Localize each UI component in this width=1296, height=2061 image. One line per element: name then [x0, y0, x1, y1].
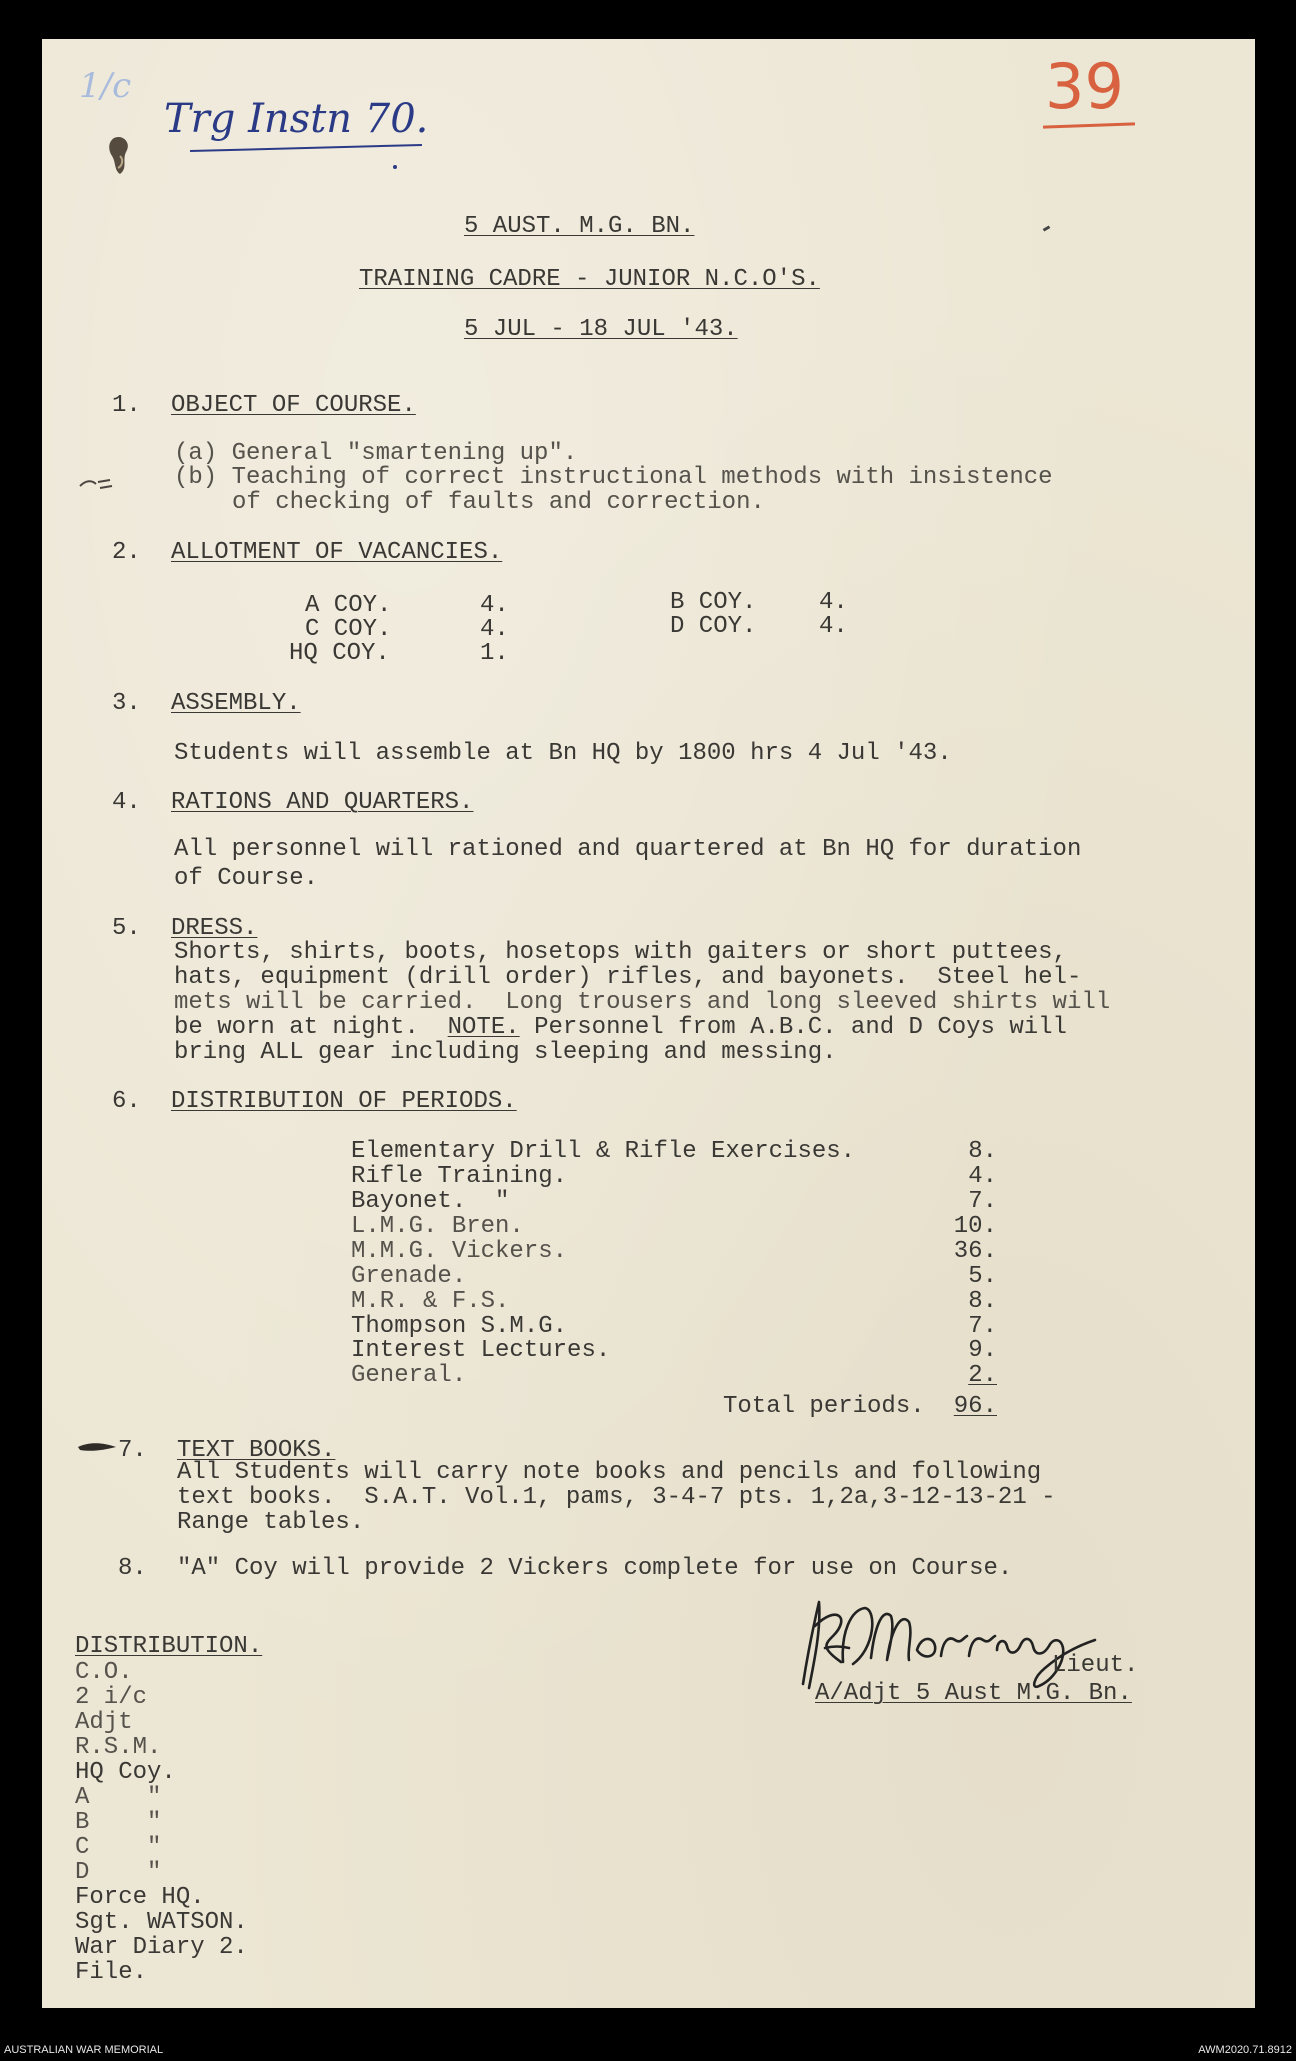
- dress-line-start: be worn at night.: [174, 1014, 448, 1041]
- period-count: 9.: [968, 1337, 997, 1364]
- period-count: 7.: [968, 1188, 997, 1215]
- company-count: 4.: [480, 616, 509, 643]
- object-line-b-cont: of checking of faults and correction.: [232, 489, 765, 516]
- ink-dot: [393, 165, 397, 169]
- unit-title: 5 AUST. M.G. BN.: [464, 213, 695, 240]
- company-name: A COY.: [305, 592, 392, 619]
- distribution-item: R.S.M.: [75, 1734, 162, 1761]
- section-heading-rations: RATIONS AND QUARTERS.: [171, 789, 474, 816]
- dress-line: bring ALL gear including sleeping and messing.: [174, 1039, 837, 1066]
- margin-tick-mark: [78, 476, 114, 492]
- section-heading-text-books: TEXT BOOKS.: [177, 1437, 336, 1464]
- section-number-2: 2.: [112, 539, 141, 566]
- period-count: 4.: [968, 1163, 997, 1190]
- period-count: 5.: [968, 1263, 997, 1290]
- note-label: NOTE.: [447, 1014, 520, 1041]
- rations-line: of Course.: [174, 865, 319, 892]
- distribution-heading: DISTRIBUTION.: [75, 1633, 263, 1660]
- section-heading-object: OBJECT OF COURSE.: [171, 392, 416, 419]
- section-number-4: 4.: [112, 789, 141, 816]
- section-number-6: 6.: [112, 1088, 141, 1115]
- dress-line: hats, equipment (drill order) rifles, and bayonets. Steel hel-: [174, 964, 1082, 991]
- period-subject: Rifle Training.: [351, 1163, 568, 1190]
- distribution-item: Adjt: [75, 1709, 133, 1736]
- period-subject: M.R. & F.S.: [351, 1288, 510, 1315]
- distribution-item: HQ Coy.: [75, 1759, 176, 1786]
- period-subject: Grenade.: [351, 1263, 467, 1290]
- distribution-item: C.O.: [75, 1659, 133, 1686]
- total-periods-label: Total periods.: [723, 1393, 925, 1420]
- dress-line-end: Personnel from A.B.C. and D Coys will: [519, 1014, 1067, 1041]
- folio-number: 39: [1045, 50, 1124, 123]
- section-number-8: 8.: [118, 1555, 147, 1582]
- company-name: HQ COY.: [289, 640, 390, 667]
- text-books-line: Range tables.: [177, 1509, 365, 1536]
- period-subject: General.: [351, 1362, 467, 1389]
- total-periods-value: 96.: [953, 1393, 997, 1420]
- provision-text: "A" Coy will provide 2 Vickers complete for use on Course.: [177, 1555, 1013, 1582]
- corner-mark: 1/c: [79, 66, 132, 106]
- distribution-item: Sgt. WATSON.: [75, 1909, 248, 1936]
- company-count: 4.: [819, 589, 848, 616]
- period-count: 2.: [968, 1362, 997, 1389]
- handwritten-reference: Trg Instn 70.: [164, 96, 429, 142]
- company-name: C COY.: [305, 616, 392, 643]
- signatory-rank: Lieut.: [1052, 1652, 1139, 1679]
- footer-reference: AWM2020.71.8912: [1198, 2044, 1292, 2056]
- period-count: 8.: [968, 1138, 997, 1165]
- dress-line-note: [174, 1015, 1067, 1040]
- period-subject: Elementary Drill & Rifle Exercises.: [351, 1138, 856, 1165]
- section-heading-assembly: ASSEMBLY.: [171, 690, 301, 717]
- footer-institution: AUSTRALIAN WAR MEMORIAL: [4, 2044, 164, 2056]
- company-name: D COY.: [670, 613, 757, 640]
- dress-line: mets will be carried. Long trousers and long sleeved shirts will: [174, 989, 1111, 1016]
- section-heading-dress: DRESS.: [171, 915, 258, 942]
- text-books-line: All Students will carry note books and pencils and following: [177, 1459, 1042, 1486]
- distribution-item: 2 i/c: [75, 1684, 148, 1711]
- company-count: 4.: [819, 613, 848, 640]
- period-subject: L.M.G. Bren.: [351, 1213, 524, 1240]
- period-count: 36.: [953, 1238, 997, 1265]
- distribution-item: D ": [75, 1859, 162, 1886]
- distribution-item: A ": [75, 1784, 162, 1811]
- distribution-item: File.: [75, 1959, 148, 1986]
- distribution-item: Force HQ.: [75, 1884, 205, 1911]
- company-name: B COY.: [670, 589, 757, 616]
- course-dates: 5 JUL - 18 JUL '43.: [464, 316, 738, 343]
- punch-hole-mark: [106, 134, 136, 176]
- document-title: TRAINING CADRE - JUNIOR N.C.O'S.: [359, 266, 820, 293]
- company-count: 1.: [480, 640, 509, 667]
- section-number-5: 5.: [112, 915, 141, 942]
- rations-line: All personnel will rationed and quartered at Bn HQ for duration: [174, 836, 1082, 863]
- distribution-item: C ": [75, 1834, 162, 1861]
- company-count: 4.: [480, 592, 509, 619]
- dress-line: Shorts, shirts, boots, hosetops with gaiters or short puttees,: [174, 939, 1067, 966]
- period-subject: Bayonet. ": [351, 1188, 510, 1215]
- period-count: 7.: [968, 1313, 997, 1340]
- section-number-3: 3.: [112, 690, 141, 717]
- distribution-item: War Diary 2.: [75, 1934, 248, 1961]
- text-books-line: text books. S.A.T. Vol.1, pams, 3-4-7 pts. 1,2a,3-12-13-21 -: [177, 1484, 1056, 1511]
- period-count: 8.: [968, 1288, 997, 1315]
- period-subject: Interest Lectures.: [351, 1337, 611, 1364]
- assembly-text: Students will assemble at Bn HQ by 1800 hrs 4 Jul '43.: [174, 740, 952, 767]
- section-heading-periods: DISTRIBUTION OF PERIODS.: [171, 1088, 517, 1115]
- period-subject: M.M.G. Vickers.: [351, 1238, 568, 1265]
- object-line-b: (b) Teaching of correct instructional methods with insistence: [174, 464, 1053, 491]
- distribution-item: B ": [75, 1809, 162, 1836]
- period-subject: Thompson S.M.G.: [351, 1313, 568, 1340]
- section-number-7: 7.: [118, 1437, 147, 1464]
- period-count: 10.: [953, 1213, 997, 1240]
- signatory-appointment: A/Adjt 5 Aust M.G. Bn.: [815, 1680, 1132, 1707]
- margin-arrow-mark: [76, 1438, 120, 1456]
- footer-bar: [0, 2008, 1296, 2061]
- section-number-1: 1.: [112, 392, 141, 419]
- object-line-a: (a) General "smartening up".: [174, 440, 578, 467]
- section-heading-allotment: ALLOTMENT OF VACANCIES.: [171, 539, 503, 566]
